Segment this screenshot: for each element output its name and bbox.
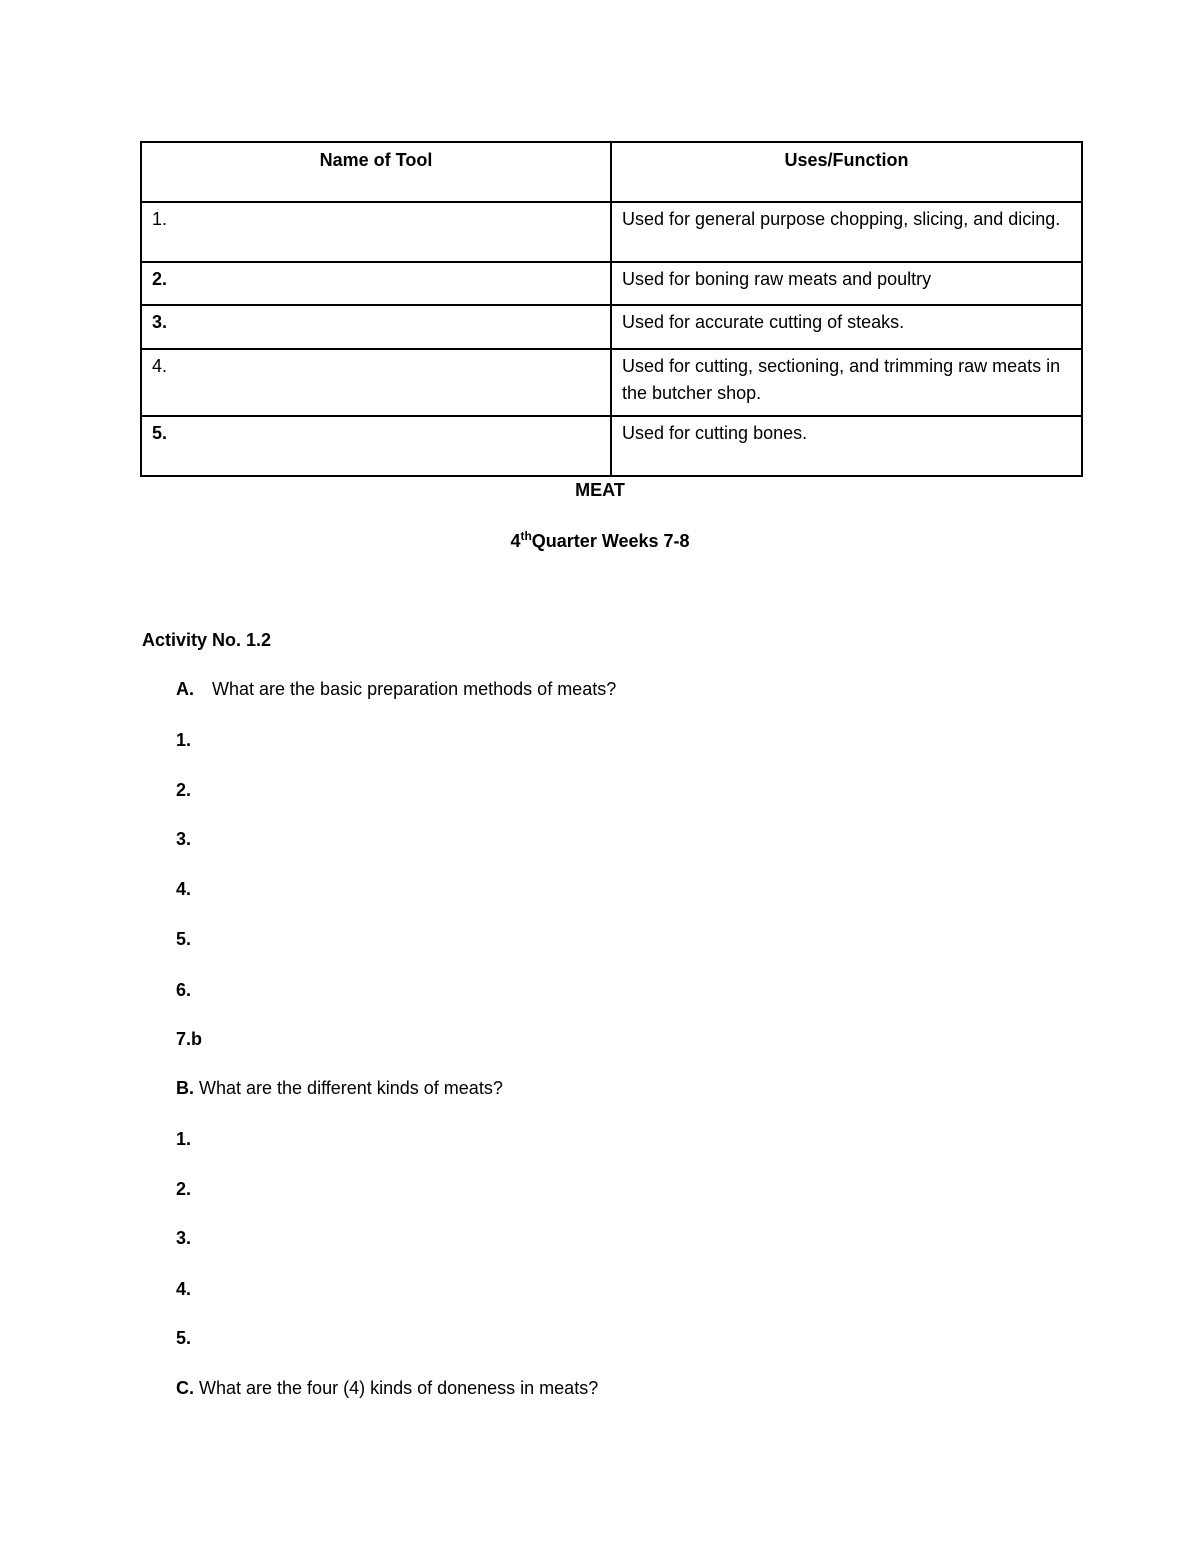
header-uses-function: Uses/Function <box>611 142 1082 202</box>
tool-number: 5. <box>141 416 611 476</box>
page-title: MEAT <box>575 480 625 500</box>
quarter-number: 4 <box>510 531 521 551</box>
table-row <box>141 202 1082 262</box>
table-row <box>141 262 1082 305</box>
answer-number: 5. <box>176 929 192 949</box>
answer-number: 5. <box>176 1328 192 1348</box>
answer-number: 1. <box>176 1129 192 1149</box>
tool-use: Used for accurate cutting of steaks. <box>611 305 1082 349</box>
answer-number: 4. <box>176 1279 192 1299</box>
quarter-subtitle <box>0 529 1200 552</box>
tool-number: 1. <box>141 202 611 262</box>
question-text: What are the different kinds of meats? <box>194 1078 503 1098</box>
answer-number: 7.b <box>176 1029 203 1049</box>
answer-number: 2. <box>176 1179 192 1199</box>
answer-number: 2. <box>176 780 192 800</box>
activity-heading: Activity No. 1.2 <box>142 630 272 650</box>
question-c <box>176 1378 598 1399</box>
table-row <box>141 349 1082 416</box>
tool-number: 3. <box>141 305 611 349</box>
tool-use: Used for general purpose chopping, slicing, and dicing. <box>611 202 1082 262</box>
tool-number: 4. <box>141 349 611 416</box>
answer-number: 3. <box>176 829 192 849</box>
quarter-ordinal: th <box>520 529 532 543</box>
question-letter: C. <box>176 1378 194 1398</box>
answer-number: 6. <box>176 980 192 1000</box>
question-a <box>176 679 616 700</box>
question-text: What are the four (4) kinds of doneness in meats? <box>194 1378 599 1398</box>
question-letter: A. <box>176 679 194 699</box>
tool-number: 2. <box>141 262 611 305</box>
question-text: What are the basic preparation methods of meats? <box>212 679 617 699</box>
table-row <box>141 305 1082 349</box>
answer-number: 1. <box>176 730 192 750</box>
tools-table <box>140 141 1083 477</box>
answer-number: 4. <box>176 879 192 899</box>
tool-use: Used for cutting, sectioning, and trimming raw meats in the butcher shop. <box>611 349 1082 416</box>
question-b <box>176 1078 503 1099</box>
tool-use: Used for cutting bones. <box>611 416 1082 476</box>
tool-use: Used for boning raw meats and poultry <box>611 262 1082 305</box>
answer-number: 3. <box>176 1228 192 1248</box>
table-row <box>141 416 1082 476</box>
question-letter: B. <box>176 1078 194 1098</box>
header-name-of-tool: Name of Tool <box>141 142 611 202</box>
quarter-text: Quarter Weeks 7-8 <box>531 531 690 551</box>
